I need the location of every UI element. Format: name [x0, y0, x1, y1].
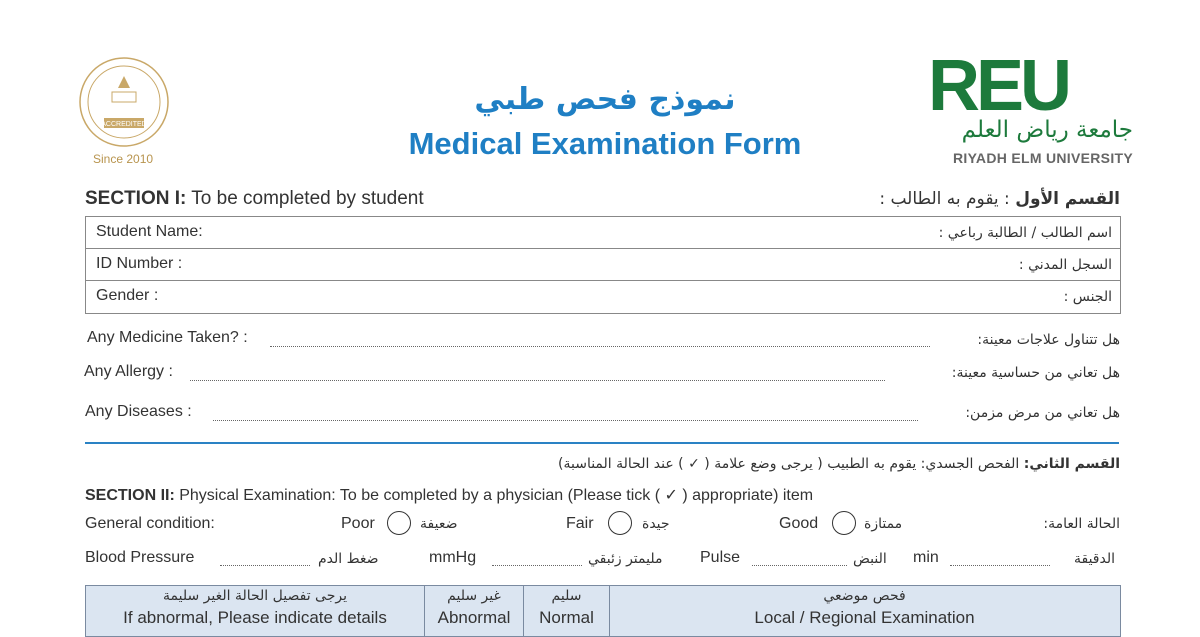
pulse-line[interactable] — [752, 564, 847, 566]
pulse-label-arabic: النبض — [853, 551, 887, 567]
medicine-question: Any Medicine Taken? : — [87, 329, 248, 346]
section2-title-arabic — [558, 456, 1120, 472]
section2-label-rest: Physical Examination: To be completed by a physician (Please tick ( ✓ ) appropriate) item — [174, 487, 814, 504]
abnormal-column-english: Abnormal — [437, 608, 511, 627]
option-fair-label: Fair — [566, 515, 594, 532]
title-english: Medical Examination Form — [408, 126, 802, 161]
examination-table-header — [85, 585, 1121, 637]
allergy-answer-line[interactable] — [190, 379, 885, 381]
min-label-arabic: الدقيقة — [1073, 551, 1115, 567]
normal-column-english: Normal — [539, 608, 594, 627]
medicine-answer-line[interactable] — [270, 345, 930, 347]
details-column-header — [86, 586, 425, 636]
section2-label-ar-rest: الفحص الجسدي: يقوم به الطبيب ( يرجى وضع علامة ( ✓ ) عند الحالة المناسبة) — [558, 456, 1024, 472]
student-info-box — [85, 216, 1121, 314]
mmhg-label: mmHg — [429, 549, 477, 566]
section2-label-ar-bold: القسم الثاني: — [1023, 456, 1120, 472]
title-arabic: نموذج فحص طبي — [474, 82, 736, 117]
pulse-label: Pulse — [700, 549, 741, 566]
id-number-row[interactable] — [86, 249, 1120, 281]
details-column-arabic: يرجى تفصيل الحالة الغير سليمة — [163, 588, 347, 604]
allergy-question: Any Allergy : — [84, 363, 173, 380]
logo-text: REU — [928, 52, 1069, 114]
gender-label: Gender : — [96, 287, 159, 304]
medicine-question-arabic: هل تتناول علاجات معينة: — [977, 332, 1120, 348]
diseases-question-arabic: هل تعاني من مرض مزمن: — [965, 405, 1120, 421]
blood-pressure-line[interactable] — [220, 564, 310, 566]
mmhg-line[interactable] — [492, 564, 582, 566]
option-good-label: Good — [779, 515, 819, 532]
blood-pressure-label: Blood Pressure — [85, 549, 195, 566]
option-good-label-arabic: ممتازة — [864, 516, 903, 532]
general-condition-label: General condition: — [85, 515, 215, 532]
option-poor-label: Poor — [341, 515, 375, 532]
regional-exam-column-header — [610, 586, 1119, 636]
gender-label-arabic: الجنس : — [1063, 289, 1112, 305]
diseases-question: Any Diseases : — [85, 403, 192, 420]
blood-pressure-label-arabic: ضغط الدم — [318, 551, 379, 567]
section2-label-bold: SECTION II: — [85, 487, 175, 504]
min-line[interactable] — [950, 564, 1050, 566]
university-name-english: RIYADH ELM UNIVERSITY — [952, 150, 1133, 166]
regional-exam-column-arabic: فحص موضعي — [823, 588, 906, 604]
normal-column-header — [524, 586, 610, 636]
diseases-answer-line[interactable] — [213, 419, 918, 421]
section-divider — [85, 442, 1119, 444]
accreditation-seal — [78, 56, 170, 148]
since-label: Since 2010 — [93, 152, 154, 166]
university-name-arabic: جامعة رياض العلم — [961, 117, 1133, 143]
allergy-question-arabic: هل تعاني من حساسية معينة: — [951, 365, 1120, 381]
student-name-label: Student Name: — [96, 223, 203, 240]
id-number-label-arabic: السجل المدني : — [1018, 257, 1112, 273]
details-column-english: If abnormal, Please indicate details — [123, 608, 387, 627]
general-condition-label-arabic: الحالة العامة: — [1043, 516, 1120, 532]
normal-column-arabic: سليم — [551, 588, 582, 604]
section1-label-rest: To be completed by student — [186, 188, 424, 209]
student-name-label-arabic: اسم الطالب / الطالبة رباعي : — [938, 225, 1112, 241]
gender-row[interactable] — [86, 281, 1120, 312]
option-poor-radio[interactable] — [387, 511, 411, 535]
option-poor-label-arabic: ضعيفة — [420, 516, 458, 532]
section1-label-ar-bold: القسم الأول — [1015, 189, 1120, 209]
seal-text: ACCREDITED — [101, 121, 147, 128]
option-good-radio[interactable] — [832, 511, 856, 535]
min-label: min — [913, 549, 939, 566]
section2-title — [85, 485, 813, 505]
student-name-row[interactable] — [86, 217, 1120, 249]
option-fair-label-arabic: جيدة — [642, 516, 670, 532]
university-logo — [928, 52, 1133, 114]
section1-label-bold: SECTION I: — [85, 188, 187, 209]
abnormal-column-header — [425, 586, 524, 636]
section1-label-ar-rest: : يقوم به الطالب : — [879, 189, 1016, 209]
option-fair-radio[interactable] — [608, 511, 632, 535]
regional-exam-column-english: Local / Regional Examination — [754, 608, 975, 627]
id-number-label: ID Number : — [96, 255, 183, 272]
section1-title — [85, 188, 424, 210]
mmhg-label-arabic: مليمتر زئبقي — [588, 551, 663, 567]
section1-title-arabic — [879, 189, 1120, 209]
abnormal-column-arabic: غير سليم — [447, 588, 501, 604]
